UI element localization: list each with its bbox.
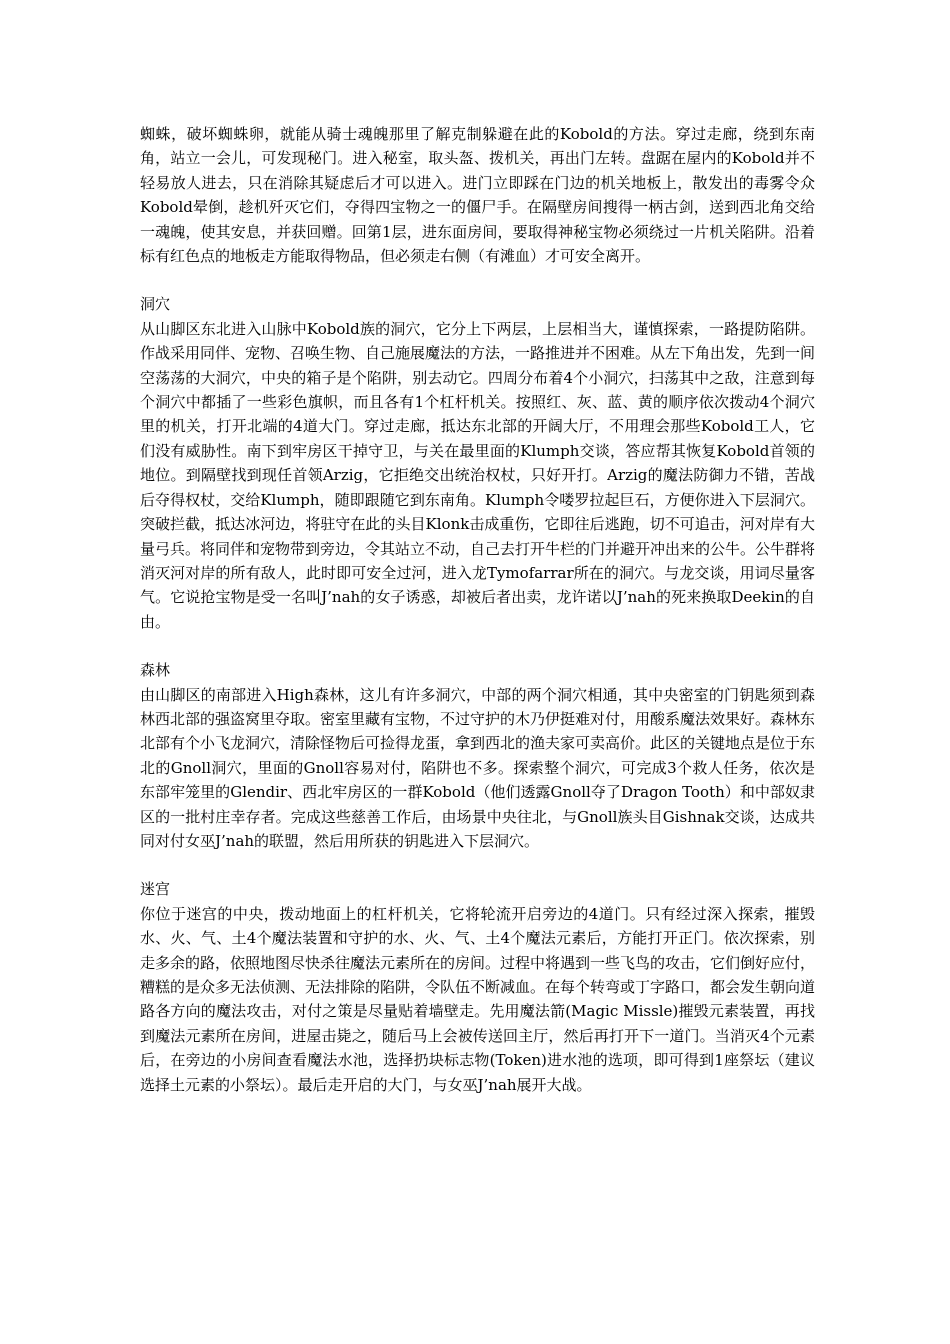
section-heading-maze: 迷宫 bbox=[140, 880, 171, 899]
section-heading-forest: 森林 bbox=[140, 661, 171, 680]
section-body-cave: 从山脚区东北进入山脉中Kobold族的洞穴，它分上下两层，上层相当大，谨慎探索，一路提防陷阱。作战采用同伴、宠物、召唤生物、自己施展魔法的方法，一路推进并不困难。从左下角出发，先到一间空荡荡的大洞穴，中央的箱子是个陷阱，别去动它。四周分布着4个小洞穴，扫荡其中之敌，注意到每个洞穴中都插了一些彩色旗帜，而且各有1个杠杆机关。按照红、灰、蓝、黄的顺序依次拨动4个洞穴里的机关，打开北端的4道大门。穿过走廊，抵达东北部的开阔大厅，不用理会那些Kobold工人，它们没有威胁性。南下到牢房区干掉守卫，与关在最里面的Klumph交谈，答应帮其恢复Kobold首领的地位。到隔壁找到现任首领Arzig，它拒绝交出统治权杖，只好开打。Arzig的魔法防御力不错，苦战后夺得权杖，交给Klumph，随即跟随它到东南角。Klumph令喽罗拉起巨石，方便你进入下层洞穴。突破拦截，抵达冰河边，将驻守在此的头目Klonk击成重伤，它即往后逃跑，切不可追击，河对岸有大量弓兵。将同伴和宠物带到旁边，令其站立不动，自己去打开牛栏的门并避开冲出来的公牛。公牛群将消灭河对岸的所有敌人，此时即可安全过河，进入龙Tymofarrar所在的洞穴。与龙交谈，用词尽量客气。它说抢宝物是受一名叫J’nah的女子诱惑，却被后者出卖，龙许诺以J’nah的死来换取Deekin的自由。 bbox=[140, 319, 816, 631]
section-cave bbox=[140, 292, 815, 634]
section-maze bbox=[140, 877, 815, 1097]
section-body-forest: 由山脚区的南部进入High森林，这儿有许多洞穴，中部的两个洞穴相通，其中央密室的门钥匙须到森林西北部的强盗窝里夺取。密室里藏有宝物，不过守护的木乃伊挺难对付，用酸系魔法效果好。森林东北部有个小飞龙洞穴，清除怪物后可捡得龙蛋，拿到西北的渔夫家可卖高价。此区的关键地点是位于东北的Gnoll洞穴，里面的Gnoll容易对付，陷阱也不多。探索整个洞穴，可完成3个救人任务，依次是东部牢笼里的Glendir、西北牢房区的一群Kobold（他们透露Gnoll夺了Dragon Tooth）和中部奴隶区的一批村庄幸存者。完成这些慈善工作后，由场景中央往北，与Gnoll族头目Gishnak交谈，达成共同对付女巫J’nah的联盟，然后用所获的钥匙进入下层洞穴。 bbox=[140, 685, 816, 850]
text-column bbox=[140, 122, 815, 1097]
section-forest bbox=[140, 658, 815, 853]
section-heading-cave: 洞穴 bbox=[140, 295, 171, 314]
section-body-maze: 你位于迷宫的中央，拨动地面上的杠杆机关，它将轮流开启旁边的4道门。只有经过深入探索，摧毁水、火、气、土4个魔法装置和守护的水、火、气、土4个魔法元素后，方能打开正门。依次探索，别走多余的路，依照地图尽快杀往魔法元素所在的房间。过程中将遇到一些飞鸟的攻击，它们倒好应付，糟糕的是众多无法侦测、无法排除的陷阱，令队伍不断减血。在每个转弯或丁字路口，都会发生朝向道路各方向的魔法攻击，对付之策是尽量贴着墙壁走。先用魔法箭(Magic Missle)摧毁元素装置，再找到魔法元素所在房间，进屋击毙之，随后马上会被传送回主厅，然后再打开下一道门。当消灭4个元素后，在旁边的小房间查看魔法水池，选择扔块标志物(Token)进水池的选项，即可得到1座祭坛（建议选择土元素的小祭坛）。最后走开启的大门，与女巫J’nah展开大战。 bbox=[140, 904, 816, 1094]
intro-paragraph: 蜘蛛，破坏蜘蛛卵，就能从骑士魂魄那里了解克制躲避在此的Kobold的方法。穿过走廊，绕到东南角，站立一会儿，可发现秘门。进入秘室，取头盔、拨机关，再出门左转。盘踞在屋内的Kobold并不轻易放人进去，只在消除其疑虑后才可以进入。进门立即踩在门边的机关地板上，散发出的毒雾令众Kobold晕倒，趁机歼灭它们，夺得四宝物之一的僵尸手。在隔壁房间搜得一柄古剑，送到西北角交给一魂魄，使其安息，并获回赠。回第1层，进东面房间，要取得神秘宝物必须绕过一片机关陷阱。沿着标有红色点的地板走方能取得物品，但必须走右侧（有滩血）才可安全离开。 bbox=[140, 125, 815, 266]
